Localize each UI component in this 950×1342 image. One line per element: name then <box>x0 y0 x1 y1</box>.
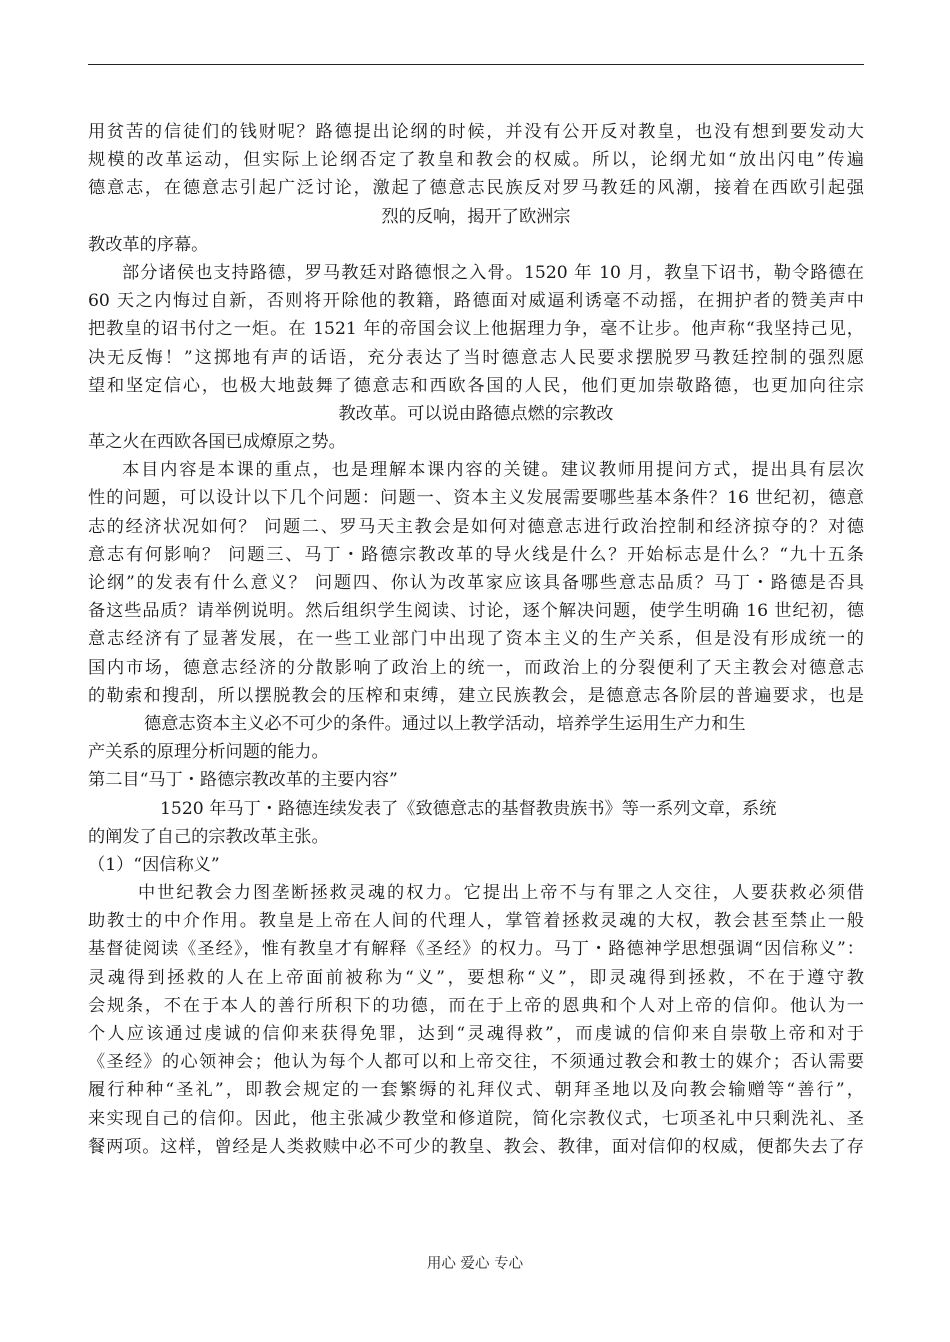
text-line: 性的问题，可以设计以下几个问题：问题一、资本主义发展需要哪些基本条件？16 世纪初，德意 <box>88 488 864 509</box>
text-line: 论纲”的发表有什么意义？ 问题四、你认为改革家应该具备哪些意志品质？马丁・路德是否具 <box>88 573 864 593</box>
text-line: 志的经济状况如何？ 问题二、罗马天主教会是如何对德意志进行政治控制和经济掠夺的？对德 <box>88 516 864 537</box>
text-line: 灵魂得到拯救的人在上帝面前被称为“义”，要想称“义”，即灵魂得到拯救，不在于遵守教 <box>88 967 864 988</box>
text-line: 国内市场，德意志经济的分散影响了政治上的统一，而政治上的分裂便利了天主教会对德意志 <box>88 657 864 678</box>
text-line: 部分诸侯也支持路德，罗马教廷对路德恨之入骨。1520 年 10 月，教皇下诏书，勒令路德在 <box>122 262 864 283</box>
text-line: 教改革的序幕。 <box>88 234 209 255</box>
text-line: 德意志资本主义必不可少的条件。通过以上教学活动，培养学生运用生产力和生 <box>144 713 746 734</box>
document-body <box>88 118 864 1161</box>
text-line: 意志经济有了显著发展，在一些工业部门中出现了资本主义的生产关系，但是没有形成统一的 <box>88 629 864 650</box>
text-line: 意志有何影响？ 问题三、马丁・路德宗教改革的导火线是什么？开始标志是什么？“九十五条 <box>88 544 864 565</box>
text-line: 助教士的中介作用。教皇是上帝在人间的代理人，掌管着拯救灵魂的大权，教会甚至禁止一般 <box>88 911 864 932</box>
text-line: 第二目“马丁・路德宗教改革的主要内容” <box>88 770 398 791</box>
text-line: （1）“因信称义” <box>88 854 220 875</box>
text-line: 来实现自己的信仰。因此，他主张减少教堂和修道院，简化宗教仪式，七项圣礼中只剩洗礼、圣 <box>88 1108 864 1129</box>
text-line: 中世纪教会力图垄断拯救灵魂的权力。它提出上帝不与有罪之人交往，人要获救必须借 <box>138 883 864 904</box>
text-line: 餐两项。这样，曾经是人类救赎中必不可少的教皇、教会、教律，面对信仰的权威，便都失去了存 <box>88 1136 864 1157</box>
text-line: 把教皇的诏书付之一炬。在 1521 年的帝国会议上他据理力争，毫不让步。他声称“我坚持己见， <box>88 319 864 340</box>
text-line: 的阐发了自己的宗教改革主张。 <box>88 826 329 847</box>
text-line: 60 天之内悔过自新，否则将开除他的教籍，路德面对威逼利诱毫不动摇，在拥护者的赞美声中 <box>88 291 864 312</box>
page-footer: 用心 爱心 专心 <box>426 1256 524 1272</box>
text-line: 决无反悔！”这掷地有声的话语，充分表达了当时德意志人民要求摆脱罗马教廷控制的强烈愿 <box>88 347 864 368</box>
header-rule <box>88 64 864 65</box>
text-line: 革之火在西欧各国已成燎原之势。 <box>88 432 346 453</box>
text-line: 履行种种“圣礼”，即教会规定的一套繁缛的礼拜仪式、朝拜圣地以及向教会输赠等“善行”， <box>88 1080 864 1101</box>
text-line: 德意志，在德意志引起广泛讨论，激起了德意志民族反对罗马教廷的风潮，接着在西欧引起强 <box>88 178 864 199</box>
text-line: 规模的改革运动，但实际上论纲否定了教皇和教会的权威。所以，论纲尤如“放出闪电”传遍 <box>88 150 864 171</box>
text-line: 本目内容是本课的重点，也是理解本课内容的关键。建议教师用提问方式，提出具有层次 <box>122 460 864 481</box>
text-line: 备这些品质？请举例说明。然后组织学生阅读、讨论，逐个解决问题，使学生明确 16 世纪初，德 <box>88 601 864 622</box>
text-line: 个人应该通过虔诚的信仰来获得免罪，达到“灵魂得救”，而虔诚的信仰来自崇敬上帝和对于 <box>88 1024 864 1044</box>
text-line: 1520 年马丁・路德连续发表了《致德意志的基督教贵族书》等一系列文章，系统 <box>160 798 777 819</box>
text-line: 《圣经》的心领神会；他认为每个人都可以和上帝交往，不须通过教会和教士的媒介；否认需要 <box>88 1052 864 1073</box>
text-line: 教改革。可以说由路德点燃的宗教改 <box>338 403 614 424</box>
text-line: 产关系的原理分析问题的能力。 <box>88 742 329 763</box>
text-line: 用贫苦的信徒们的钱财呢？路德提出论纲的时候，并没有公开反对教皇，也没有想到要发动大 <box>88 122 864 142</box>
text-line: 的勒索和搜刮，所以摆脱教会的压榨和束缚，建立民族教会，是德意志各阶层的普遍要求，也是 <box>88 685 864 706</box>
text-line: 会规条，不在于本人的善行所积下的功德，而在于上帝的恩典和个人对上帝的信仰。他认为一 <box>88 995 864 1016</box>
text-line: 望和坚定信心，也极大地鼓舞了德意志和西欧各国的人民，他们更加崇敬路德，也更加向往宗 <box>88 375 864 396</box>
text-line: 基督徒阅读《圣经》，惟有教皇才有解释《圣经》的权力。马丁・路德神学思想强调“因信称义”： <box>88 939 864 960</box>
text-line: 烈的反响，揭开了欧洲宗 <box>381 206 571 227</box>
